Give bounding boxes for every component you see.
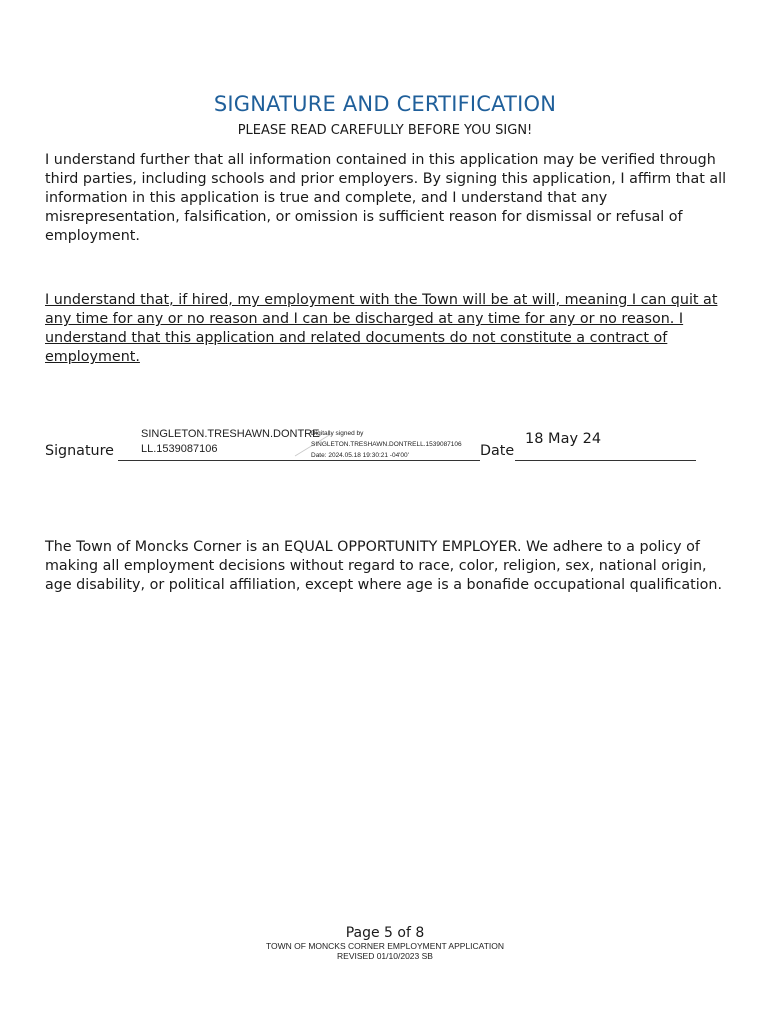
footer-revision: REVISED 01/10/2023 SB <box>337 951 433 961</box>
equal-opportunity-paragraph: The Town of Moncks Corner is an EQUAL OPPORTUNITY EMPLOYER. We adhere to a policy of making all employment decisions without regard to race, color, religion, sex, national origin, age disability, or political affiliation, except where age is a bonafide occupational qualification. <box>45 539 723 593</box>
certification-paragraph: I understand further that all information contained in this application may be verified through third parties, including schools and prior employers. By signing this application, I affirm that all information in this application is true and complete, and I understand that any misrepresentation, falsification, or omission is sufficient reason for dismissal or refusal of employment. <box>45 152 727 244</box>
date-field[interactable]: 18 May 24 <box>525 431 602 447</box>
signature-label: Signature <box>45 443 114 459</box>
digital-signature-date: Date: 2024.05.18 19:30:21 -04'00' <box>311 452 409 459</box>
digital-signed-by: Digitally signed by <box>311 430 364 437</box>
at-will-paragraph: I understand that, if hired, my employment with the Town will be at will, meaning I can quit at any time for any or no reason and I can be discharged at any time for any or no reason. I understand that this application and related documents do not constitute a contract of employment. <box>45 292 718 365</box>
page-title: SIGNATURE AND CERTIFICATION <box>213 92 557 116</box>
digital-signature-details <box>311 428 462 461</box>
page-subtitle: PLEASE READ CAREFULLY BEFORE YOU SIGN! <box>237 123 533 138</box>
digital-signer-id: SINGLETON.TRESHAWN.DONTRELL.1539087106 <box>311 441 462 448</box>
signer-name-line1: SINGLETON.TRESHAWN.DONTRE <box>141 428 320 440</box>
date-label: Date <box>480 443 515 459</box>
date-line <box>515 460 696 461</box>
signature-row <box>45 426 745 466</box>
page-number: Page 5 of 8 <box>345 925 425 941</box>
signer-name-line2: LL.1539087106 <box>141 443 218 455</box>
footer-application-title: TOWN OF MONCKS CORNER EMPLOYMENT APPLICATION <box>265 941 505 951</box>
